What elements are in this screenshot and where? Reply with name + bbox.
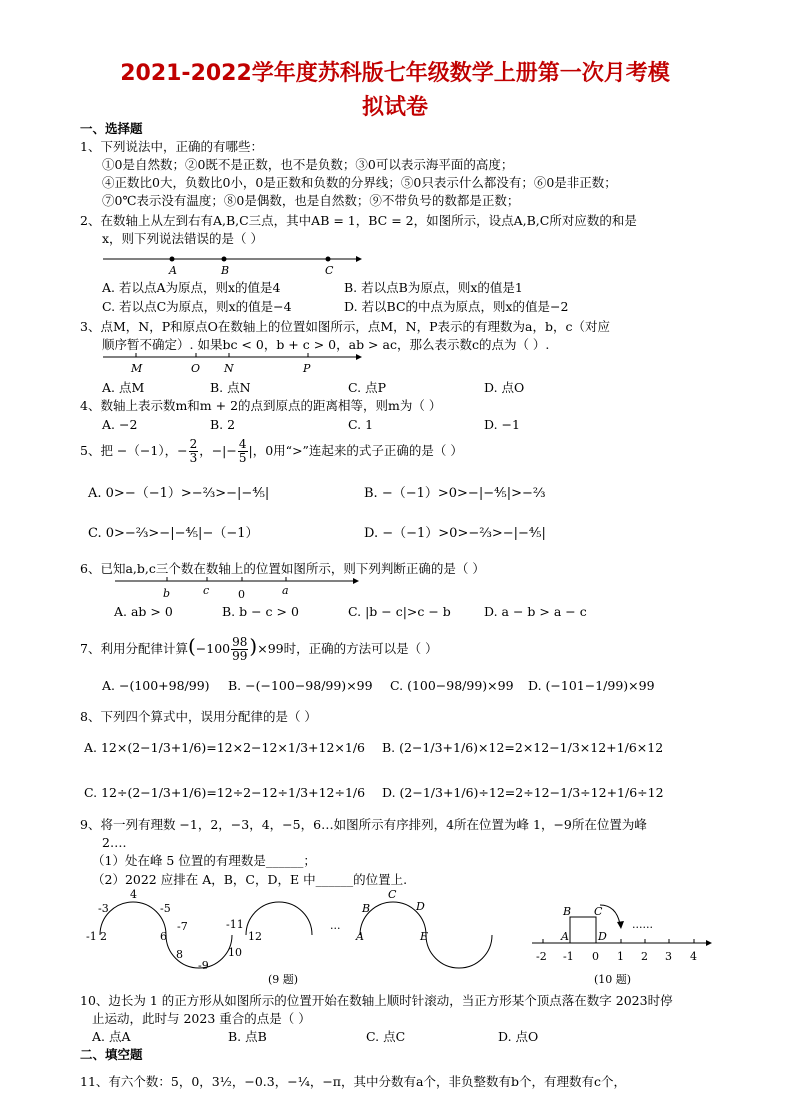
q1-line3: ⑦0℃表示没有温度；⑧0是偶数，也是自然数；⑨不带负号的数都是正数； bbox=[102, 193, 520, 208]
q9-label-2: 2 bbox=[100, 930, 107, 943]
q1-stem: 1、下列说法中，正确的有哪些： bbox=[80, 139, 263, 154]
page-title-line1: 2021-2022学年度苏科版七年级数学上册第一次月考模 bbox=[120, 61, 670, 86]
q9-label-d: D bbox=[416, 900, 425, 913]
q3-option-a[interactable]: A. 点M bbox=[102, 380, 145, 395]
q11-stem: 11、有六个数：5，0，3½，−0.3，−¼，−π，其中分数有a个，非负整数有b个，有理数有c个， bbox=[80, 1074, 626, 1089]
q3-option-c[interactable]: C. 点P bbox=[348, 380, 386, 395]
q1-line2: ④正数比0大，负数比0小，0是正数和负数的分界线；⑤0只表示什么都没有；⑥0是非正数； bbox=[102, 175, 617, 190]
q7-stem-post: ×99时，正确的方法可以是（ ） bbox=[257, 641, 438, 656]
q9-label-b: B bbox=[362, 902, 371, 915]
q2-option-d[interactable]: D. 若以BC的中点为原点，则x的值是−2 bbox=[344, 299, 569, 314]
q3-stem-line1: 3、点M，N，P和原点O在数轴上的位置如图所示，点M，N，P表示的有理数为a，b，c（对应 bbox=[80, 319, 610, 334]
q7-option-b[interactable]: B. −(−100−98/99)×99 bbox=[228, 678, 373, 693]
q3-option-b[interactable]: B. 点N bbox=[210, 380, 251, 395]
page-title-line2: 拟试卷 bbox=[361, 95, 428, 120]
q8-option-a[interactable]: A. 12×(2−1/3+1/6)=12×2−12×1/3+12×1/6 bbox=[84, 740, 365, 755]
q9-label-12: 12 bbox=[248, 930, 262, 943]
q6-stem: 6、已知a,b,c三个数在数轴上的位置如图所示，则下列判断正确的是（ ） bbox=[80, 561, 485, 576]
q7-option-d[interactable]: D. (−101−1/99)×99 bbox=[528, 678, 655, 693]
q10-option-c[interactable]: C. 点C bbox=[366, 1029, 406, 1044]
q9-label-6: 6 bbox=[160, 930, 167, 943]
q4-option-a[interactable]: A. −2 bbox=[102, 417, 138, 432]
q2-stem-line2: x，则下列说法错误的是（ ） bbox=[102, 231, 264, 246]
q10-stem-line1: 10、边长为 1 的正方形从如图所示的位置开始在数轴上顺时针滚动，当正方形某个顶点落在数字 2023时停 bbox=[80, 993, 673, 1008]
q3-axis-label-m: M bbox=[131, 362, 143, 375]
q4-stem: 4、数轴上表示数m和m + 2的点到原点的距离相等，则m为（ ） bbox=[80, 398, 442, 413]
q5-frac-four-fifths: $\frac{4}{5}$ bbox=[238, 437, 247, 465]
q2-axis-label-a: A bbox=[169, 264, 177, 277]
q10-tick-3: 3 bbox=[665, 950, 672, 963]
q10-option-b[interactable]: B. 点B bbox=[228, 1029, 267, 1044]
q10-tick-neg2: -2 bbox=[536, 950, 547, 963]
q3-axis-label-o: O bbox=[191, 362, 201, 375]
q5-frac-two-thirds: $\frac{2}{3}$ bbox=[189, 437, 198, 465]
q10-option-d[interactable]: D. 点O bbox=[498, 1029, 539, 1044]
q5-stem-post: |，0用“>”连起来的式子正确的是（ ） bbox=[248, 443, 463, 458]
q10-label-ellipsis: ...... bbox=[632, 918, 653, 931]
q3-stem-line2: 顺序暂不确定）. 如果bc < 0，b + c > 0，ab > ac，那么表示数c的点为（ ）. bbox=[102, 337, 550, 352]
q2-axis-label-b: B bbox=[221, 264, 230, 277]
q9-subquestion-2: （2）2022 应排在 A，B，C，D，E 中______的位置上. bbox=[92, 872, 408, 887]
q9-subquestion-1: （1）处在峰 5 位置的有理数是______； bbox=[92, 853, 316, 868]
q2-axis-label-c: C bbox=[325, 264, 334, 277]
q10-label-a: A bbox=[561, 930, 569, 943]
q5-option-b[interactable]: B. −（−1）>0>−|−⅘|>−⅔ bbox=[364, 486, 546, 501]
q2-option-c[interactable]: C. 若以点C为原点，则x的值是−4 bbox=[102, 299, 292, 314]
q8-option-c[interactable]: C. 12÷(2−1/3+1/6)=12÷2−12÷1/3+12÷1/6 bbox=[84, 785, 366, 800]
q7-stem-pre: 7、利用分配律计算 bbox=[80, 641, 188, 656]
q5-stem-mid: ，−|− bbox=[199, 443, 237, 458]
q9-label-4: 4 bbox=[130, 888, 137, 901]
section-choice-heading: 一、选择题 bbox=[80, 121, 143, 136]
q6-option-b[interactable]: B. b − c > 0 bbox=[222, 604, 299, 619]
q5-option-a[interactable]: A. 0>−（−1）>−⅔>−|−⅘| bbox=[88, 486, 270, 501]
q7-stem: 7、利用分配律计算(−100 $\frac{98}{99}$ )×99时，正确的方法可以是（ ） bbox=[80, 634, 438, 663]
q7-option-c[interactable]: C. (100−98/99)×99 bbox=[390, 678, 514, 693]
q10-tick-2: 2 bbox=[641, 950, 648, 963]
q10-label-c: C bbox=[594, 905, 603, 918]
q5-option-d[interactable]: D. −（−1）>0>−⅔>−|−⅘| bbox=[364, 526, 546, 541]
q3-option-d[interactable]: D. 点O bbox=[484, 380, 525, 395]
q4-option-b[interactable]: B. 2 bbox=[210, 417, 236, 432]
q6-option-a[interactable]: A. ab > 0 bbox=[114, 604, 173, 619]
q2-option-b[interactable]: B. 若以点B为原点，则x的值是1 bbox=[344, 280, 523, 295]
q9-label-neg5: -5 bbox=[160, 902, 171, 915]
q7-frac-98-99: $\frac{98}{99}$ bbox=[232, 635, 248, 663]
q6-axis-label-c: c bbox=[203, 584, 210, 597]
q9-label-10: 10 bbox=[228, 946, 242, 959]
q2-option-a[interactable]: A. 若以点A为原点，则x的值是4 bbox=[102, 280, 281, 295]
q6-option-c[interactable]: C. |b − c|>c − b bbox=[348, 604, 451, 619]
q5-stem-pre: 5、把 −（−1），− bbox=[80, 443, 188, 458]
q9-label-c: C bbox=[388, 888, 397, 901]
q9-label-e: E bbox=[420, 930, 429, 943]
q8-option-b[interactable]: B. (2−1/3+1/6)×12=2×12−1/3×12+1/6×12 bbox=[382, 740, 664, 755]
q9-stem-line2: 2…. bbox=[102, 835, 127, 850]
q6-axis-label-zero: 0 bbox=[238, 588, 245, 601]
q4-option-c[interactable]: C. 1 bbox=[348, 417, 374, 432]
q10-tick-0: 0 bbox=[592, 950, 599, 963]
q6-axis-label-a: a bbox=[282, 584, 289, 597]
q7-option-a[interactable]: A. −(100+98/99) bbox=[102, 678, 210, 693]
q10-caption: (10 题) bbox=[594, 973, 632, 986]
q9-stem-line1: 9、将一列有理数 −1，2，−3，4，−5，6…如图所示有序排列，4所在位置为峰 1，−9所在位置为峰 bbox=[80, 817, 647, 832]
q9-label-neg1: -1 bbox=[86, 930, 97, 943]
q9-label-ellipsis: ··· bbox=[330, 922, 341, 935]
q9-label-neg3: -3 bbox=[98, 902, 109, 915]
q6-option-d[interactable]: D. a − b > a − c bbox=[484, 604, 587, 619]
q10-label-d: D bbox=[598, 930, 607, 943]
q9-label-neg9: -9 bbox=[198, 959, 209, 972]
q9-label-a: A bbox=[356, 930, 364, 943]
q8-stem: 8、下列四个算式中，误用分配律的是（ ） bbox=[80, 709, 317, 724]
q3-axis-label-n: N bbox=[224, 362, 234, 375]
q3-axis-label-p: P bbox=[303, 362, 311, 375]
q10-option-a[interactable]: A. 点A bbox=[92, 1029, 131, 1044]
q9-label-neg11: -11 bbox=[226, 918, 244, 931]
q1-line1: ①0是自然数；②0既不是正数，也不是负数；③0可以表示海平面的高度； bbox=[102, 157, 514, 172]
q10-tick-1: 1 bbox=[617, 950, 624, 963]
q9-label-neg7: -7 bbox=[177, 920, 188, 933]
q5-option-c[interactable]: C. 0>−⅔>−|−⅘|−（−1） bbox=[88, 526, 259, 541]
q10-tick-neg1: -1 bbox=[563, 950, 574, 963]
q10-tick-4: 4 bbox=[690, 950, 697, 963]
q9-label-8: 8 bbox=[176, 948, 183, 961]
q4-option-d[interactable]: D. −1 bbox=[484, 417, 520, 432]
q10-label-b: B bbox=[563, 905, 572, 918]
q2-stem-line1: 2、在数轴上从左到右有A,B,C三点，其中AB = 1，BC = 2，如图所示，设点A,B,C所对应数的和是 bbox=[80, 213, 637, 228]
q10-stem-line2: 止运动，此时与 2023 重合的点是（ ） bbox=[92, 1011, 311, 1026]
section-fill-heading: 二、填空题 bbox=[80, 1047, 143, 1062]
q6-axis-label-b: b bbox=[163, 587, 171, 600]
q9-caption: (9 题) bbox=[268, 973, 299, 986]
q8-option-d[interactable]: D. (2−1/3+1/6)÷12=2÷12−1/3÷12+1/6÷12 bbox=[382, 785, 664, 800]
